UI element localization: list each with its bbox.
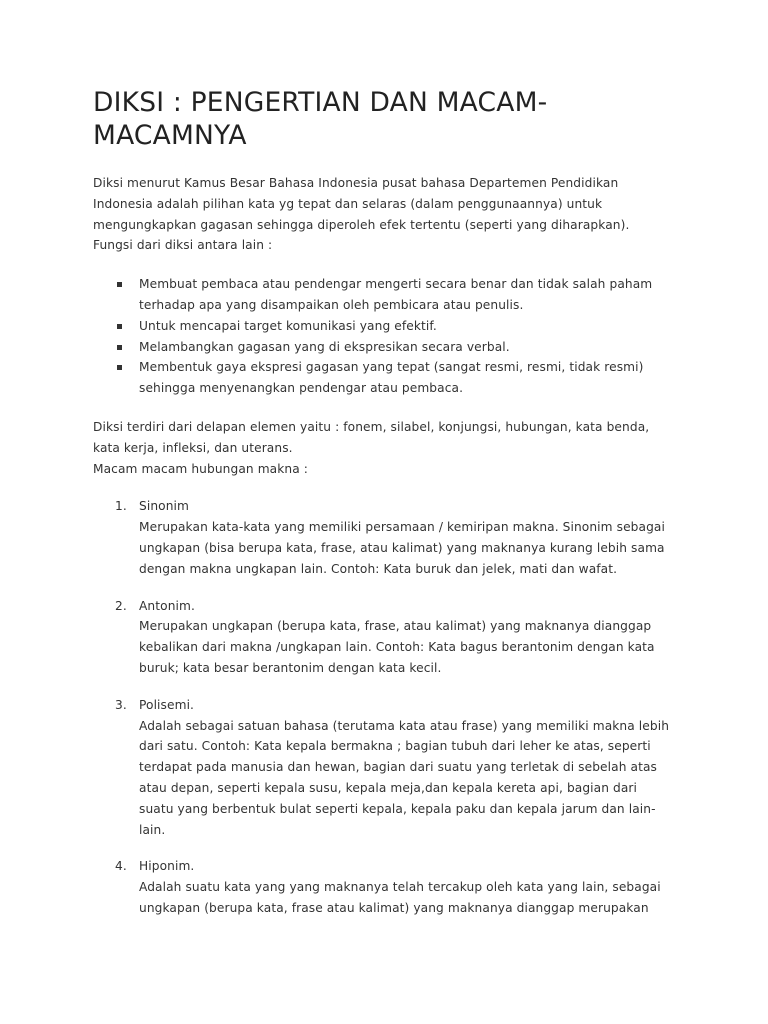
- intro-line: Diksi menurut Kamus Besar Bahasa Indonesia pusat bahasa Departemen Pendidikan: [93, 176, 619, 190]
- item-line: ungkapan (berupa kata, frase atau kalimat) yang maknanya dianggap merupakan: [139, 900, 649, 915]
- item-line: ungkapan (bisa berupa kata, frase, atau kalimat) yang maknanya kurang lebih sama: [139, 540, 665, 555]
- item-line: dengan makna ungkapan lain. Contoh: Kata buruk dan jelek, mati dan wafat.: [139, 561, 618, 576]
- document-page: [93, 86, 683, 935]
- item-line: buruk; kata besar berantonim dengan kata kecil.: [139, 660, 442, 675]
- numbered-item-sinonim: [93, 496, 683, 579]
- bullet-item: [93, 357, 683, 399]
- bullet-line: Membuat pembaca atau pendengar mengerti secara benar dan tidak salah paham: [139, 277, 653, 292]
- document-title: [93, 86, 683, 152]
- title-line-2: MACAMNYA: [93, 120, 247, 151]
- item-number: 2.: [115, 598, 127, 613]
- item-line: terdapat pada manusia dan hewan, bagian dari suatu yang terletak di sebelah atas: [139, 760, 657, 775]
- bullet-item: [93, 316, 683, 337]
- item-number: 1.: [115, 499, 127, 514]
- numbered-item-antonim: [93, 596, 683, 679]
- elements-line: kata kerja, infleksi, dan uterans.: [93, 440, 293, 455]
- bullet-line: sehingga menyenangkan pendengar atau pembaca.: [139, 381, 464, 396]
- elements-paragraph: [93, 417, 683, 479]
- numbered-item-hiponim: [93, 856, 683, 918]
- function-bullet-list: [93, 274, 683, 399]
- bullet-item: [93, 337, 683, 358]
- square-bullet-icon: [117, 282, 122, 287]
- title-line-1: DIKSI : PENGERTIAN DAN MACAM-: [93, 87, 548, 118]
- intro-line: mengungkapkan gagasan sehingga diperoleh efek tertentu (seperti yang diharapkan).: [93, 217, 630, 232]
- square-bullet-icon: [117, 365, 122, 370]
- item-line: Adalah suatu kata yang yang maknanya telah tercakup oleh kata yang lain, sebagai: [139, 880, 661, 895]
- item-number: 4.: [115, 859, 127, 874]
- intro-line: Indonesia adalah pilihan kata yg tepat dan selaras (dalam penggunaannya) untuk: [93, 196, 603, 211]
- item-line: suatu yang berbentuk bulat seperti kepala, kepala paku dan kepala jarum dan lain-: [139, 801, 656, 816]
- square-bullet-icon: [117, 345, 122, 350]
- bullet-line: Untuk mencapai target komunikasi yang efektif.: [139, 318, 437, 333]
- item-line: lain.: [139, 822, 166, 837]
- item-line: kebalikan dari makna /ungkapan lain. Contoh: Kata bagus berantonim dengan kata: [139, 640, 655, 655]
- bullet-line: terhadap apa yang disampaikan oleh pembicara atau penulis.: [139, 297, 524, 312]
- item-heading: Polisemi.: [139, 697, 195, 712]
- item-line: Adalah sebagai satuan bahasa (terutama kata atau frase) yang memiliki makna lebih: [139, 718, 670, 733]
- square-bullet-icon: [117, 324, 122, 329]
- item-line: Merupakan kata-kata yang memiliki persamaan / kemiripan makna. Sinonim sebagai: [139, 520, 665, 535]
- intro-paragraph: [93, 173, 683, 256]
- bullet-item: [93, 274, 683, 316]
- item-heading: Sinonim: [139, 499, 189, 514]
- meaning-relation-list: [93, 496, 683, 918]
- numbered-item-polisemi: [93, 695, 683, 841]
- item-heading: Antonim.: [139, 598, 195, 613]
- item-line: atau depan, seperti kepala susu, kepala meja,dan kepala kereta api, bagian dari: [139, 780, 638, 795]
- item-line: Merupakan ungkapan (berupa kata, frase, atau kalimat) yang maknanya dianggap: [139, 619, 652, 634]
- item-heading: Hiponim.: [139, 859, 195, 874]
- intro-line: Fungsi dari diksi antara lain :: [93, 238, 273, 253]
- elements-line: Diksi terdiri dari delapan elemen yaitu : fonem, silabel, konjungsi, hubungan, kata benda,: [93, 419, 650, 434]
- elements-line: Macam macam hubungan makna :: [93, 461, 308, 476]
- item-number: 3.: [115, 697, 127, 712]
- bullet-line: Membentuk gaya ekspresi gagasan yang tepat (sangat resmi, resmi, tidak resmi): [139, 360, 644, 375]
- item-line: dari satu. Contoh: Kata kepala bermakna ; bagian tubuh dari leher ke atas, seperti: [139, 739, 651, 754]
- bullet-line: Melambangkan gagasan yang di ekspresikan secara verbal.: [139, 339, 510, 354]
